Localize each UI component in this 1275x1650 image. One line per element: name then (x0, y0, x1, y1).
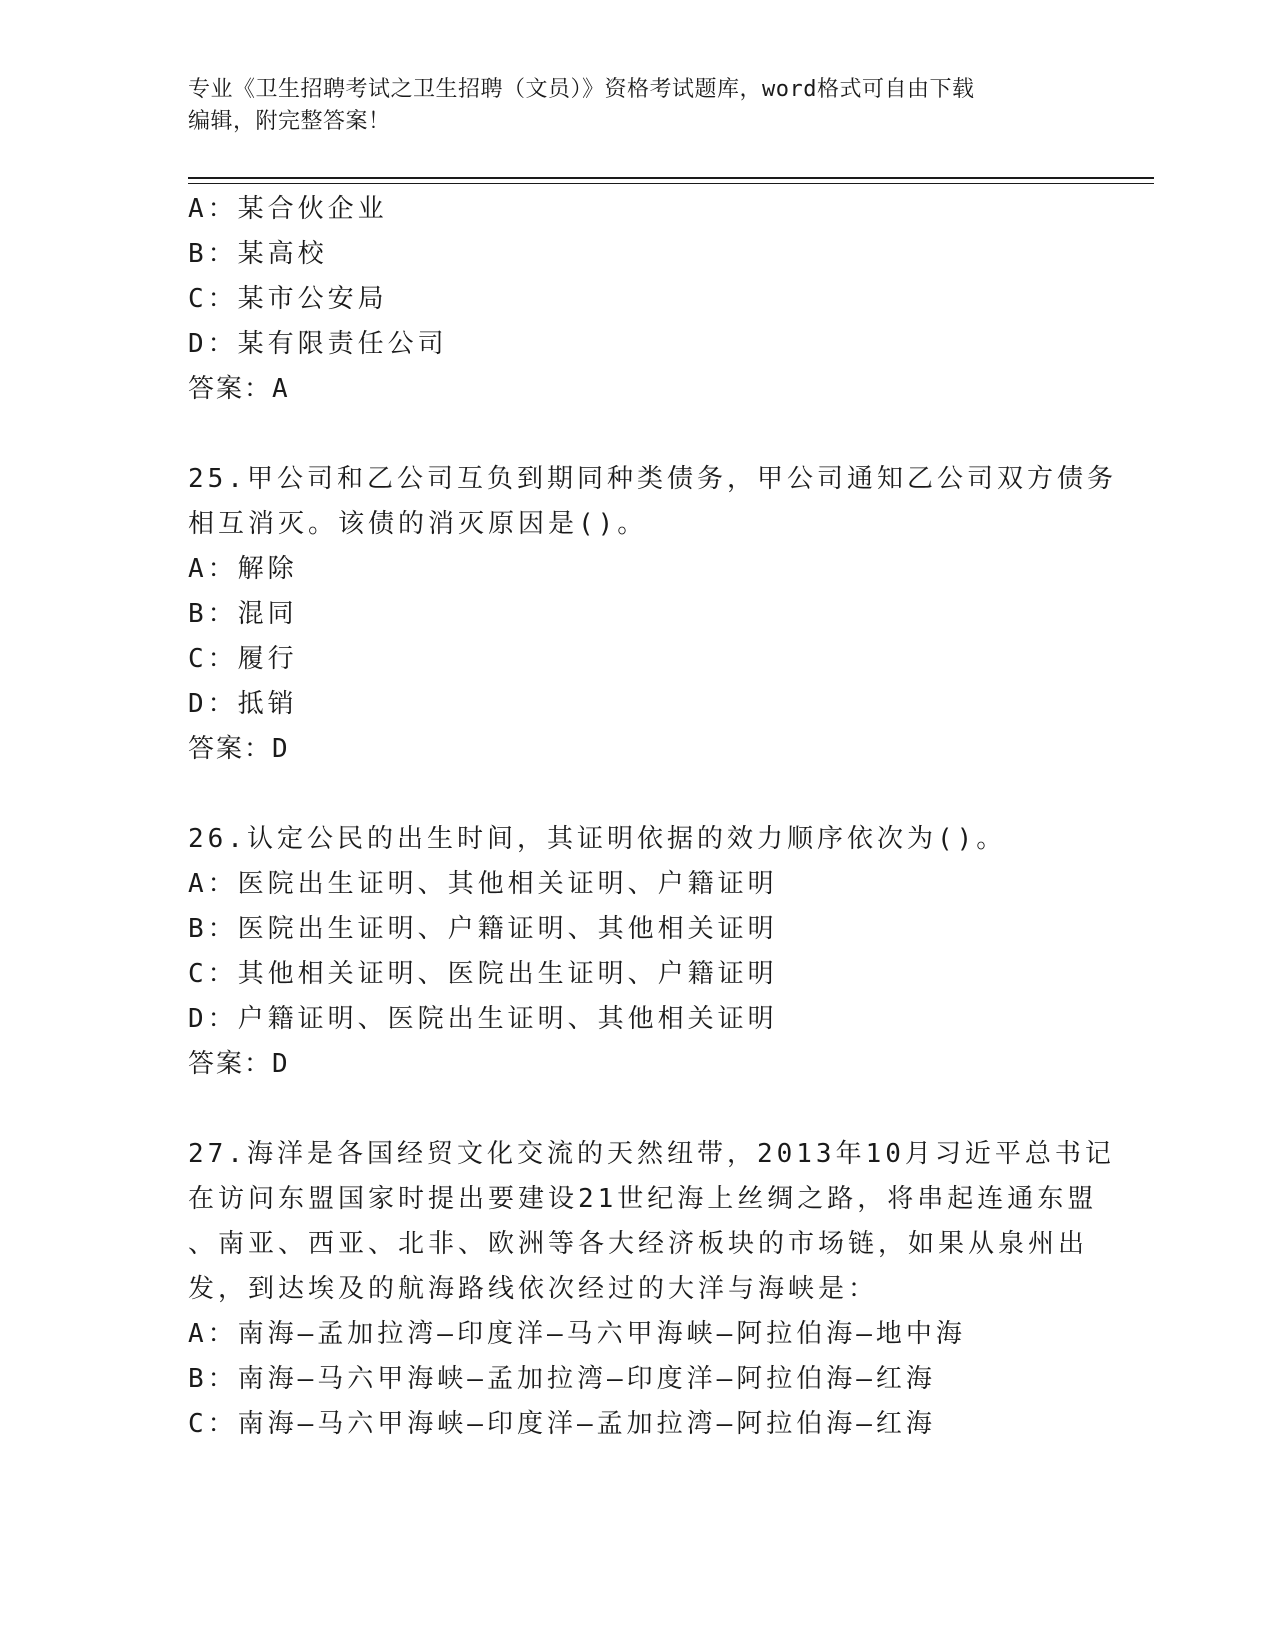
q25-stem-line-2: 相互消灭。该债的消灭原因是()。 (188, 509, 648, 539)
q25-option-b: B：混同 (188, 599, 298, 629)
q25-stem-line-1: 25.甲公司和乙公司互负到期同种类债务，甲公司通知乙公司双方债务 (188, 464, 1117, 494)
q26-stem-line-1: 26.认定公民的出生时间，其证明依据的效力顺序依次为()。 (188, 824, 1007, 854)
q25-option-a: A：解除 (188, 554, 298, 584)
document-header (188, 74, 1068, 138)
q27-option-b: B：南海—马六甲海峡—孟加拉湾—印度洋—阿拉伯海—红海 (188, 1364, 936, 1394)
header-divider-thick (188, 177, 1154, 179)
q27-option-c: C：南海—马六甲海峡—印度洋—孟加拉湾—阿拉伯海—红海 (188, 1409, 936, 1439)
q26-option-c: C：其他相关证明、医院出生证明、户籍证明 (188, 959, 778, 989)
header-divider-thin (188, 183, 1154, 184)
q27-stem-line-2: 在访问东盟国家时提出要建设21世纪海上丝绸之路，将串起连通东盟 (188, 1184, 1098, 1214)
q26-option-b: B：医院出生证明、户籍证明、其他相关证明 (188, 914, 778, 944)
q26-answer: 答案：D (188, 1049, 290, 1079)
q27-stem-line-3: 、南亚、西亚、北非、欧洲等各大经济板块的市场链，如果从泉州出 (188, 1229, 1089, 1259)
q24-option-a: A：某合伙企业 (188, 194, 388, 224)
q27-stem-line-1: 27.海洋是各国经贸文化交流的天然纽带，2013年10月习近平总书记 (188, 1139, 1115, 1169)
q24-answer: 答案：A (188, 374, 290, 404)
q25-option-d: D：抵销 (188, 689, 298, 719)
q24-option-d: D：某有限责任公司 (188, 329, 448, 359)
q25-option-c: C：履行 (188, 644, 298, 674)
q25-answer: 答案：D (188, 734, 290, 764)
q27-option-a: A：南海—孟加拉湾—印度洋—马六甲海峡—阿拉伯海—地中海 (188, 1319, 966, 1349)
header-line-1: 专业《卫生招聘考试之卫生招聘（文员）》资格考试题库，word格式可自由下载 (188, 77, 975, 102)
header-line-2: 编辑，附完整答案！ (188, 109, 391, 134)
q26-option-d: D：户籍证明、医院出生证明、其他相关证明 (188, 1004, 778, 1034)
q26-option-a: A：医院出生证明、其他相关证明、户籍证明 (188, 869, 778, 899)
q27-stem-line-4: 发，到达埃及的航海路线依次经过的大洋与海峡是： (188, 1274, 879, 1304)
q24-option-c: C：某市公安局 (188, 284, 388, 314)
q24-option-b: B：某高校 (188, 239, 328, 269)
